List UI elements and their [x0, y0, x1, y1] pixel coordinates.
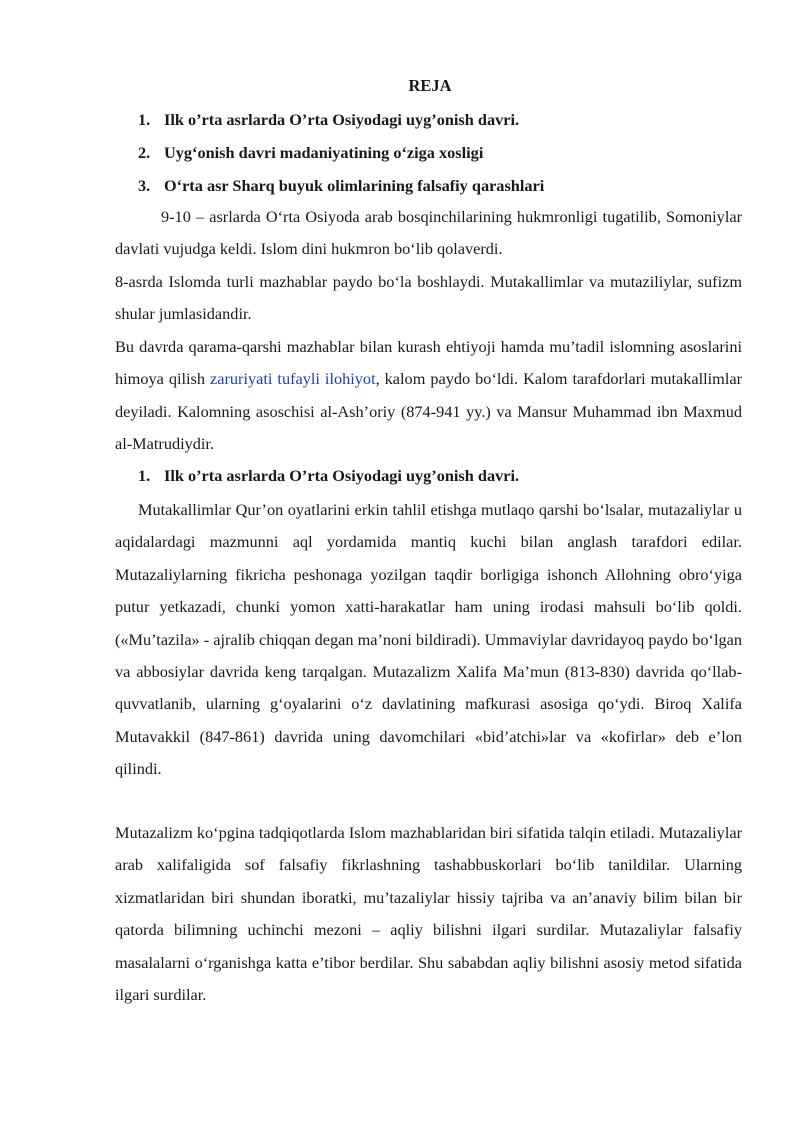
plan-item-number: 1. [138, 110, 151, 129]
hyperlink-ilohiyot[interactable]: zaruriyati tufayli ilohiyot [210, 369, 376, 389]
paragraph-kalom [115, 331, 742, 461]
section-heading [138, 466, 519, 486]
plan-item [138, 110, 519, 130]
page-title: REJA [408, 76, 452, 95]
paragraph-intro: 9-10 – asrlarda O‘rta Osiyoda arab bosqinchilarining hukmronligi tugatilib, Somoniylar davlati vujudga keldi. Islom dini hukmron bo‘lib qolaverdi. [115, 207, 742, 259]
plan-item [138, 143, 483, 163]
paragraph-mazhablar: 8-asrda Islomda turli mazhablar paydo bo‘la boshlaydi. Mutakallimlar va mutaziliylar, sufizm shular jumlasidandir. [115, 272, 742, 324]
paragraph-kalom-text: Bu davrda qarama-qarshi mazhablar bilan kurash ehtiyoji hamda mu’tadil islomning asoslarini himoya qilish [115, 337, 742, 389]
paragraph-kalom-text: , kalom paydo bo‘ldi. Kalom tarafdorlari mutakallimlar deyiladi. Kalomning asoschisi al-Ash’oriy (874-941 yy.) va Mansur Muhammad ibn Maxmud al-Matrudiydir. [115, 369, 743, 454]
plan-item-number: 2. [138, 143, 151, 162]
plan-item-text: O‘rta asr Sharq buyuk olimlarining falsafiy qarashlari [164, 176, 545, 195]
section-heading-text: Ilk o’rta asrlarda O’rta Osiyodagi uyg’onish davri. [164, 466, 520, 485]
paragraph-mutakallimlar: Mutakallimlar Qur’on oyatlarini erkin tahlil etishga mutlaqo qarshi bo‘lsalar, mutazaliylar u aqidalardagi mazmunni aql yordamida mantiq kuchi bilan anglash tarafdori edilar. Mutazaliylarning fikricha peshonaga yozilgan taqdir borligiga ishonch Allohning obro‘yiga putur yetkazadi, chunki yomon xatti-harakatlar ham uning irodasi mahsuli bo‘lib qoldi. («Mu’tazila» - ajralib chiqqan degan ma’noni bildiradi). Ummaviylar davridayoq paydo bo‘lgan va abbosiylar davrida keng tarqalgan. Mutazalizm Xalifa Ma’mun (813-830) davrida qo‘llab-quvvatlanib, ularning g‘oyalarini o‘z davlatining mafkurasi asosiga qo‘ydi. Biroq Xalifa Mutavakkil (847-861) davrida uning davomchilari «bid’atchi»lar va «kofirlar» deb e’lon qilindi. [115, 500, 742, 779]
plan-item [138, 176, 544, 196]
plan-item-text: Ilk o’rta asrlarda O’rta Osiyodagi uyg’onish davri. [164, 110, 520, 129]
section-heading-number: 1. [138, 466, 151, 485]
paragraph-mutazalizm: Mutazalizm ko‘pgina tadqiqotlarda Islom mazhablaridan biri sifatida talqin etiladi. Mutazaliylar arab xalifaligida sof falsafiy fikrlashning tashabbuskorlari bo‘lib tanildilar. Ularning xizmatlaridan biri shundan iboratki, mu’tazaliylar hissiy tajriba va an’anaviy bilim bilan bir qatorda bilimning uchinchi mezoni – aqliy bilishni ilgari surdilar. Mutazaliylar falsafiy masalalarni o‘rganishga katta e’tibor berdilar. Shu sababdan aqliy bilishni asosiy metod sifatida ilgari surdilar. [115, 823, 742, 1005]
plan-item-text: Uyg‘onish davri madaniyatining o‘ziga xosligi [164, 143, 484, 162]
plan-item-number: 3. [138, 176, 151, 195]
